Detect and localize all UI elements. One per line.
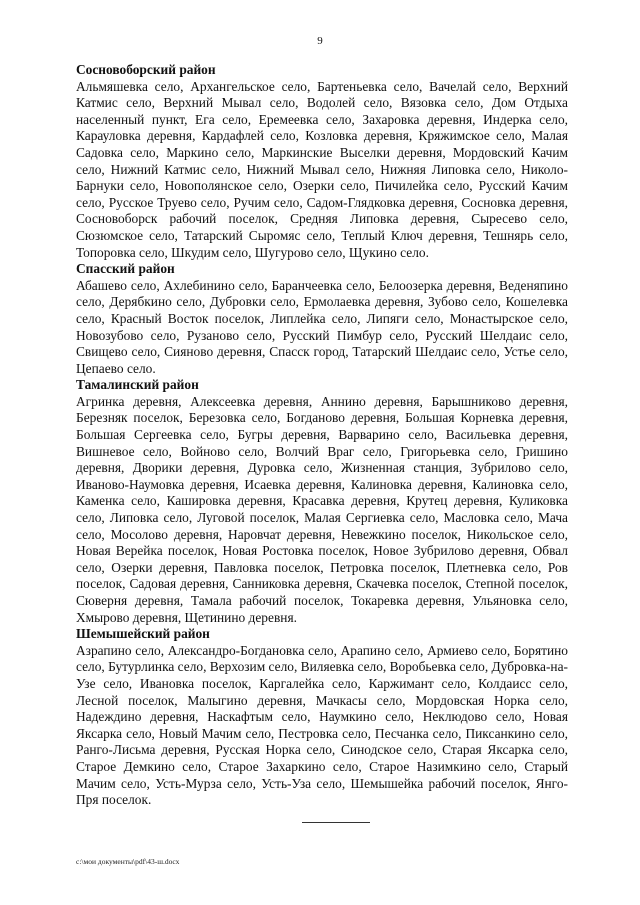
section-shemysheysky: [76, 626, 568, 809]
section-text: Агринка деревня, Алексеевка деревня, Аннино деревня, Барышниково деревня, Березняк поселок, Березовка село, Богданово деревня, Большая Корневка деревня, Большая Сергеевка село, Бугры деревня, Варварино село, Васильевка деревня, Вишневое село, Войново село, Волчий Враг село, Григорьевка село, Гришино деревня, Дворики деревня, Дуровка село, Жизненная станция, Зубрилово село, Иваново-Наумовка деревня, Исаевка деревня, Калиновка деревня, Калиновка село, Каменка село, Кашировка деревня, Красавка деревня, Крутец деревня, Куликовка село, Липовка село, Луговой поселок, Малая Сергиевка село, Масловка село, Мача село, Мосолово деревня, Наровчат деревня, Невежкино поселок, Никольское село, Новая Верейка поселок, Новая Ростовка поселок, Новое Зубрилово деревня, Обвал село, Озерки деревня, Павловка поселок, Петровка поселок, Плетневка село, Ров поселок, Садовая деревня, Санниковка деревня, Скачевка поселок, Степной поселок, Сюверня деревня, Тамала рабочий поселок, Токаревка деревня, Ульяновка село, Хмырово деревня, Щетинино деревня.: [76, 393, 568, 625]
footnote-separator: [302, 822, 370, 823]
section-heading: Сосновоборский район: [76, 62, 216, 77]
section-heading: Спасский район: [76, 261, 175, 277]
section-text: Азрапино село, Александро-Богдановка село, Арапино село, Армиево село, Борятино село, Бутурлинка село, Верхозим село, Виляевка село, Воробьевка село, Дубровка-на-Узе село, Ивановка поселок, Каргалейка село, Каржимант село, Колдаисс село, Лесной поселок, Малыгино деревня, Мачкасы село, Мордовская Норка село, Надеждино деревня, Наскафтым село, Наумкино село, Неклюдово село, Новая Яксарка село, Новый Мачим село, Пестровка село, Песчанка село, Пиксанкино село, Ранго-Лисьма деревня, Русская Норка село, Синодское село, Старая Яксарка село, Старое Демкино село, Старое Захаркино село, Старое Назимкино село, Старый Мачим село, Усть-Мурза село, Усть-Уза село, Шемышейка рабочий поселок, Янго-Пря поселок.: [76, 642, 568, 808]
section-heading: Тамалинский район: [76, 377, 199, 393]
section-tamalinsky: [76, 377, 568, 626]
section-text: Альмяшевка село, Архангельское село, Бартеньевка село, Вачелай село, Верхний Катмис село, Верхний Мывал село, Водолей село, Вязовка село, Дом Отдыха населенный пункт, Ега село, Еремеевка село, Захаровка деревня, Индерка село, Карауловка деревня, Кардафлей село, Козловка деревня, Кряжимское село, Малая Садовка село, Маркино село, Маркинские Выселки деревня, Мордовский Качим село, Нижний Катмис село, Нижний Мывал село, Нижняя Липовка село, Николо-Барнуки село, Новополянское село, Озерки село, Пичилейка село, Русский Качим село, Русское Труево село, Ручим село, Садом-Глядковка деревня, Сосновка деревня, Сосновоборск рабочий поселок, Средняя Липовка деревня, Сыресево село, Сюзюмское село, Татарский Сыромяс село, Теплый Ключ деревня, Тешнярь село, Топоровка село, Шкудим село, Шугурово село, Щукино село.: [76, 78, 568, 260]
section-heading: Шемышейский район: [76, 626, 210, 642]
page-number: 9: [317, 35, 323, 47]
document-body: [76, 62, 568, 809]
section-spassky: [76, 261, 568, 377]
section-text: Абашево село, Ахлебинино село, Баранчеевка село, Белоозерка деревня, Веденяпино село, Дерябкино село, Дубровки село, Ермолаевка деревня, Зубово село, Кошелевка село, Красный Восток поселок, Липлейка село, Липяги село, Монастырское село, Новозубово село, Рузаново село, Русский Пимбур село, Русский Шелдаис село, Свищево село, Сияново деревня, Спасск город, Татарский Шелдаис село, Устье село, Цепаево село.: [76, 277, 568, 376]
section-sosnovoborsky: [76, 62, 568, 261]
footer-file-path: c:\мои документы\pdf\43-ш.docx: [76, 857, 180, 866]
